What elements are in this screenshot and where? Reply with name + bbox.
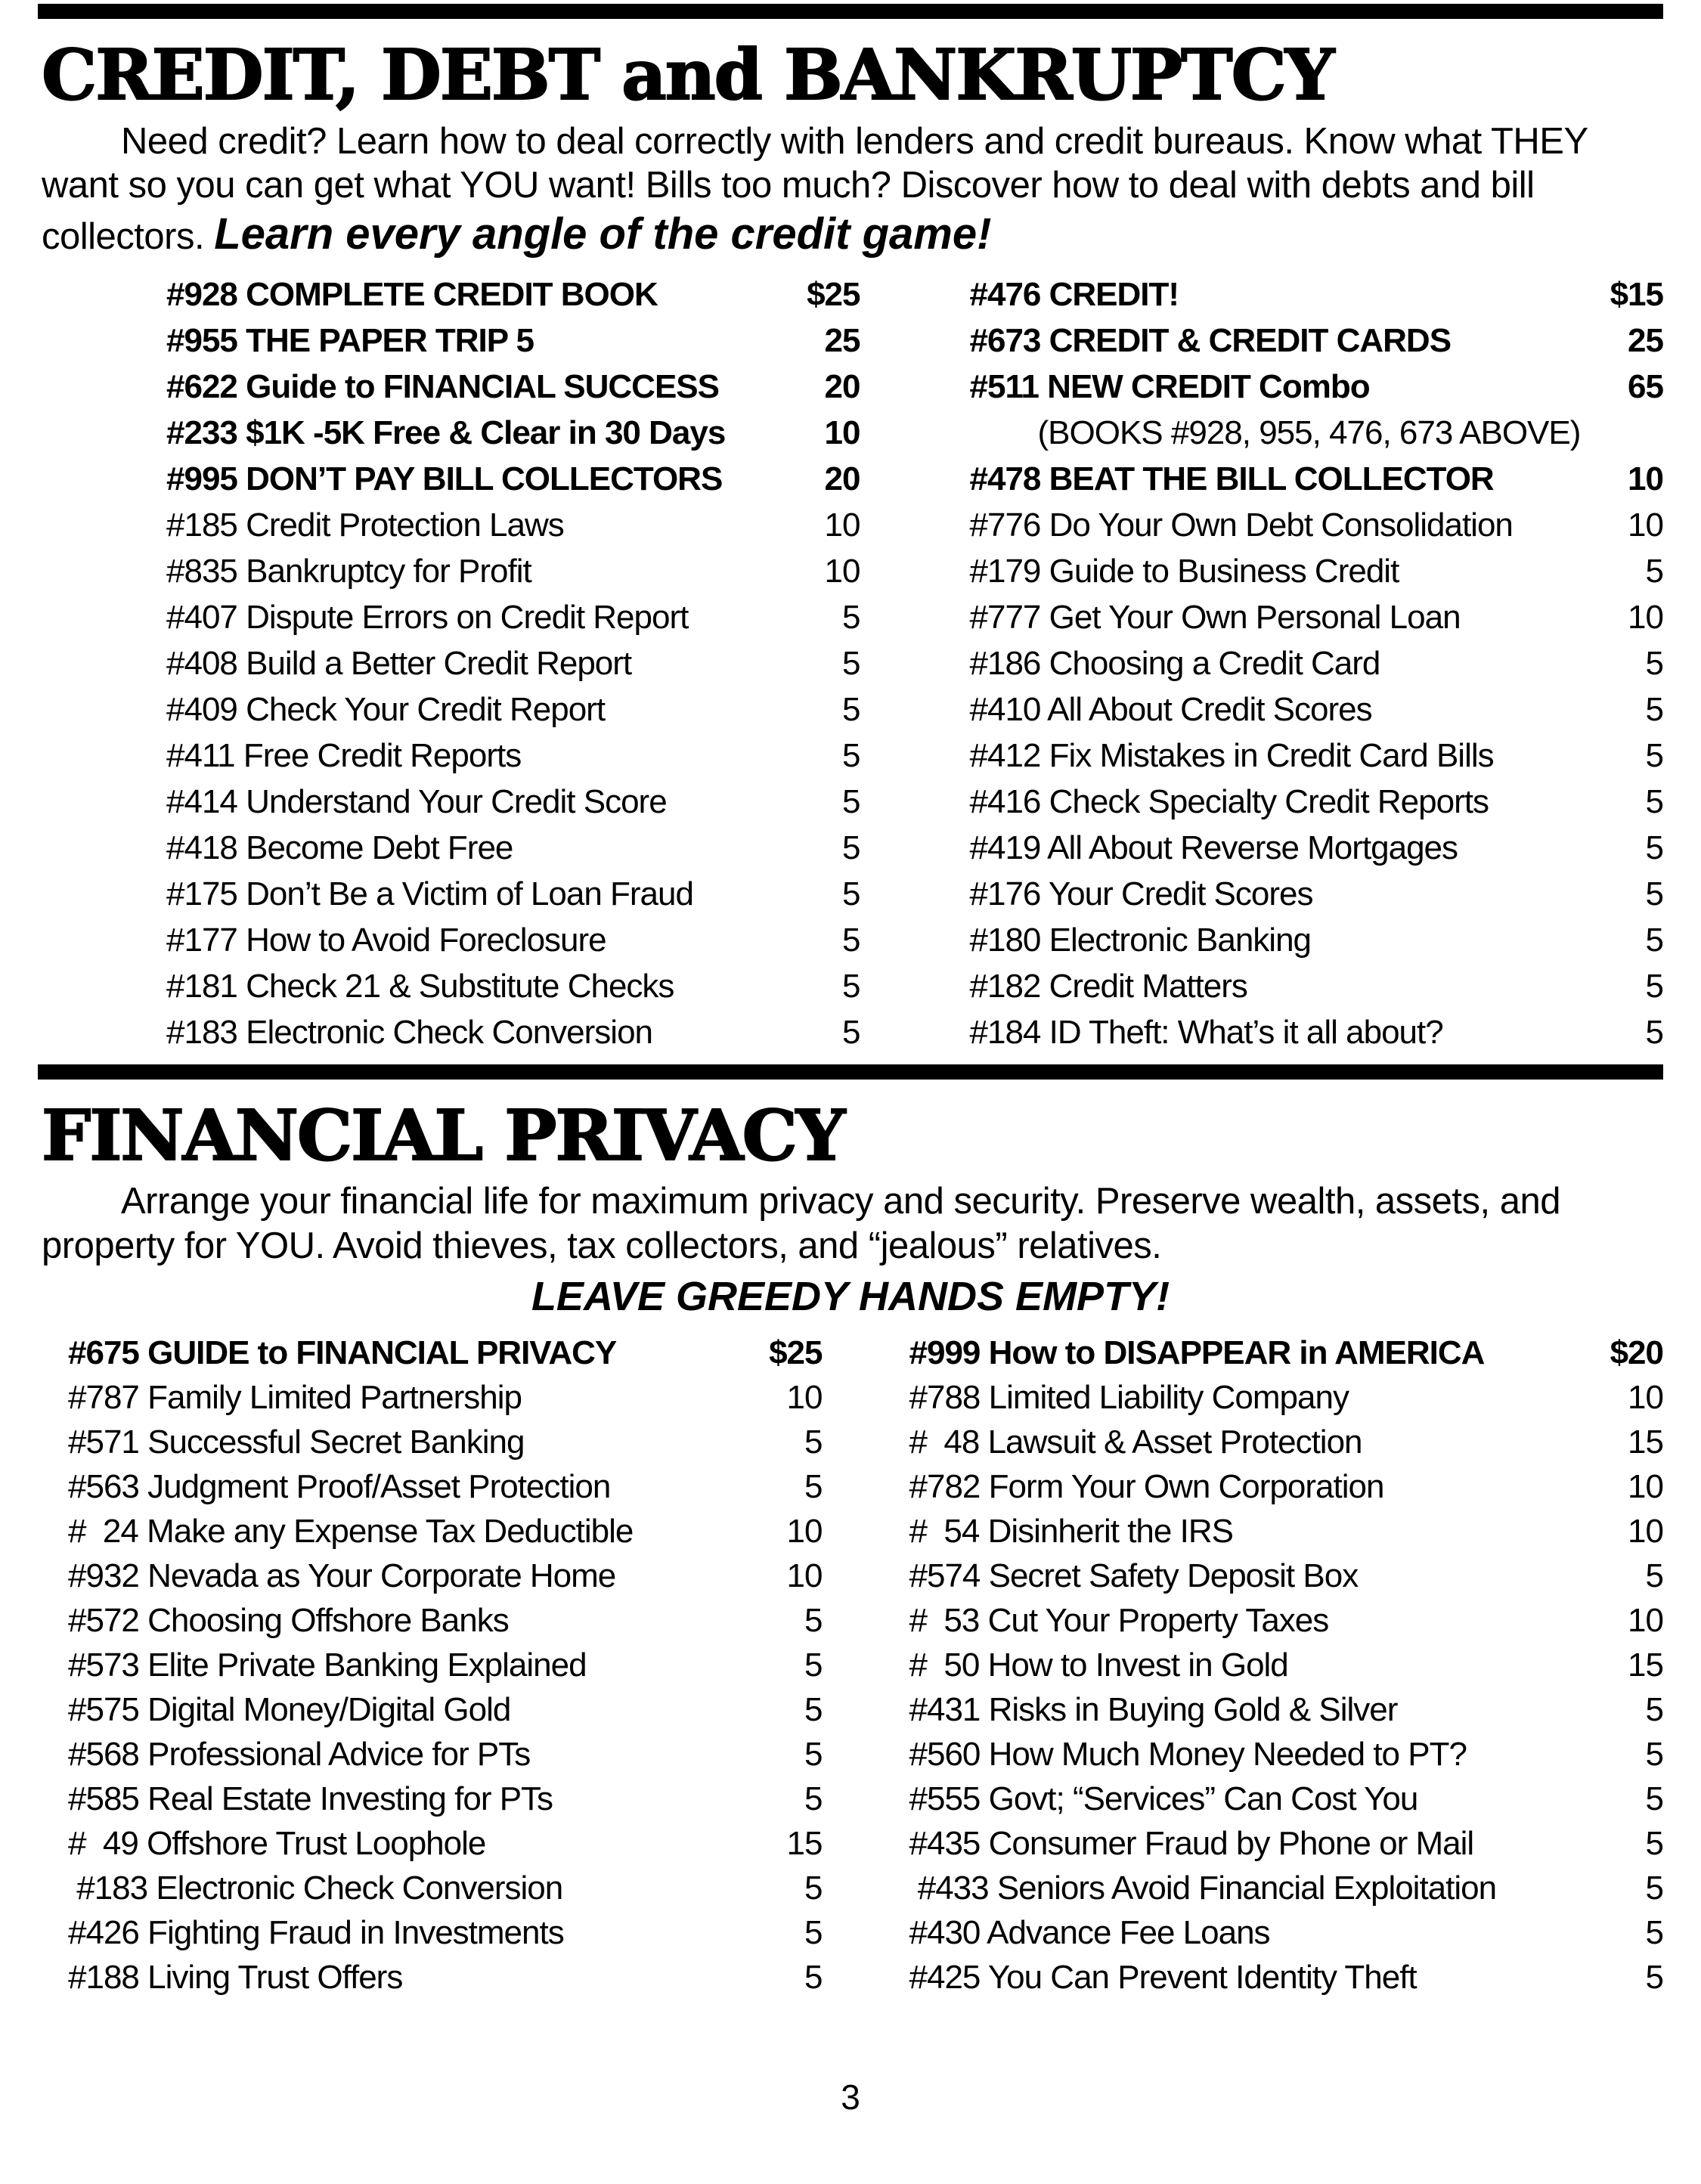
list-item [970, 871, 1664, 917]
item-title: #476 CREDIT! [969, 275, 1179, 313]
item-title: #176 Your Credit Scores [969, 875, 1313, 912]
item-price: 5 [804, 1646, 823, 1684]
privacy-list-right-column [834, 1331, 1664, 2000]
list-item [970, 318, 1664, 364]
list-item [909, 1331, 1664, 1375]
item-price: 5 [804, 1780, 823, 1817]
item-price: 10 [1628, 506, 1663, 544]
list-item [970, 594, 1664, 640]
list-item [909, 1955, 1664, 2000]
item-title: #183 Electronic Check Conversion [68, 1869, 563, 1907]
item-price: 5 [804, 1735, 823, 1773]
item-price: 10 [824, 506, 860, 544]
list-item [909, 1910, 1664, 1955]
item-price: 10 [1628, 1601, 1663, 1639]
item-price: 5 [1645, 921, 1663, 959]
list-item [909, 1375, 1664, 1420]
list-item [909, 1687, 1664, 1732]
item-price: 5 [842, 829, 860, 866]
item-title: #179 Guide to Business Credit [969, 552, 1399, 590]
list-item [68, 1420, 823, 1464]
item-price: $15 [1610, 275, 1663, 313]
list-item [970, 779, 1664, 825]
list-item [166, 364, 860, 410]
list-item [68, 1554, 823, 1598]
list-item [970, 1009, 1664, 1055]
list-item [909, 1464, 1664, 1509]
list-item [909, 1643, 1664, 1687]
item-price: 5 [804, 1913, 823, 1951]
list-item [166, 963, 860, 1009]
item-price: 25 [1628, 321, 1663, 359]
item-title: #511 NEW CREDIT Combo [969, 367, 1370, 405]
list-item [68, 1910, 823, 1955]
list-item [68, 1955, 823, 2000]
item-title: #782 Form Your Own Corporation [909, 1467, 1384, 1505]
list-item [970, 733, 1664, 779]
privacy-section-intro [42, 1179, 1656, 1269]
list-item [68, 1821, 823, 1866]
list-item [166, 825, 860, 871]
credit-book-list [38, 271, 1663, 1055]
section-divider-bar [38, 1064, 1663, 1080]
list-item [166, 779, 860, 825]
item-title: #585 Real Estate Investing for PTs [68, 1780, 553, 1817]
item-price: 5 [842, 921, 860, 959]
item-title: #995 DON’T PAY BILL COLLECTORS [166, 460, 723, 497]
privacy-book-list [38, 1331, 1663, 2000]
item-title: #411 Free Credit Reports [166, 736, 522, 774]
page-number: 3 [841, 2077, 860, 2117]
item-price: 65 [1628, 367, 1663, 405]
item-title: #932 Nevada as Your Corporate Home [68, 1557, 616, 1594]
item-price: 10 [824, 414, 860, 451]
item-price: 5 [1645, 1869, 1663, 1907]
item-price: 5 [1645, 644, 1663, 682]
item-price: 10 [786, 1378, 823, 1416]
item-price: 5 [842, 875, 860, 912]
list-item [68, 1687, 823, 1732]
list-item [970, 456, 1664, 502]
item-title: #416 Check Specialty Credit Reports [969, 782, 1489, 820]
list-item [909, 1821, 1664, 1866]
item-title: #572 Choosing Offshore Banks [68, 1601, 509, 1639]
item-price: 5 [804, 1467, 823, 1505]
item-title: #186 Choosing a Credit Card [969, 644, 1380, 682]
item-title: #409 Check Your Credit Report [166, 690, 606, 728]
privacy-section-title: FINANCIAL PRIVACY [42, 1094, 844, 1176]
item-title: #777 Get Your Own Personal Loan [969, 598, 1461, 636]
item-price: 5 [842, 967, 860, 1005]
list-item [909, 1420, 1664, 1464]
item-price: 10 [786, 1557, 823, 1594]
item-title: #431 Risks in Buying Gold & Silver [909, 1690, 1398, 1728]
item-price: 10 [1628, 1512, 1663, 1550]
item-price: 5 [1645, 967, 1663, 1005]
item-title: #414 Understand Your Credit Score [166, 782, 667, 820]
list-item [166, 733, 860, 779]
item-title: #571 Successful Secret Banking [68, 1423, 525, 1461]
list-item [166, 917, 860, 963]
list-item [166, 318, 860, 364]
item-price: 25 [824, 321, 860, 359]
section-privacy [0, 1094, 1701, 2000]
item-price: 5 [1645, 1913, 1663, 1951]
item-price: 5 [842, 598, 860, 636]
item-title: #560 How Much Money Needed to PT? [909, 1735, 1467, 1773]
list-item [68, 1509, 823, 1554]
section-credit [0, 34, 1701, 1055]
item-price: 5 [1645, 1690, 1663, 1728]
item-price: 5 [842, 1013, 860, 1051]
item-title: #412 Fix Mistakes in Credit Card Bills [969, 736, 1494, 774]
item-title: #183 Electronic Check Conversion [166, 1013, 653, 1051]
item-title: #568 Professional Advice for PTs [68, 1735, 531, 1773]
item-title: # 53 Cut Your Property Taxes [909, 1601, 1329, 1639]
item-title: #408 Build a Better Credit Report [166, 644, 632, 682]
item-price: 5 [842, 782, 860, 820]
item-price: 5 [1645, 1557, 1663, 1594]
item-title: #999 How to DISAPPEAR in AMERICA [909, 1334, 1485, 1371]
item-title: #563 Judgment Proof/Asset Protection [68, 1467, 611, 1505]
item-price: 5 [1645, 1735, 1663, 1773]
item-title: #575 Digital Money/Digital Gold [68, 1690, 511, 1728]
item-title: # 49 Offshore Trust Loophole [68, 1824, 486, 1862]
list-item [909, 1554, 1664, 1598]
list-item [166, 640, 860, 686]
item-title: #835 Bankruptcy for Profit [166, 552, 531, 590]
item-price: 5 [1645, 1780, 1663, 1817]
list-item [909, 1866, 1664, 1910]
item-price: 5 [804, 1690, 823, 1728]
list-item [166, 502, 860, 548]
item-title: # 54 Disinherit the IRS [909, 1512, 1233, 1550]
item-title: #928 COMPLETE CREDIT BOOK [166, 275, 658, 313]
item-title: #574 Secret Safety Deposit Box [909, 1557, 1359, 1594]
item-price: 5 [1645, 829, 1663, 866]
item-title: #776 Do Your Own Debt Consolidation [969, 506, 1513, 544]
top-divider-bar [38, 4, 1663, 19]
list-item [909, 1598, 1664, 1643]
list-item [909, 1732, 1664, 1777]
list-item [970, 825, 1664, 871]
item-title: # 24 Make any Expense Tax Deductible [68, 1512, 634, 1550]
list-item [68, 1732, 823, 1777]
item-title: #181 Check 21 & Substitute Checks [166, 967, 674, 1005]
list-item [166, 1009, 860, 1055]
item-price: 10 [1628, 598, 1663, 636]
privacy-list-left-column [38, 1331, 834, 2000]
list-item [970, 686, 1664, 733]
list-item [970, 271, 1664, 318]
item-title: #788 Limited Liability Company [909, 1378, 1349, 1416]
item-price: 5 [1645, 1958, 1663, 1996]
item-title: #430 Advance Fee Loans [909, 1913, 1270, 1951]
list-item [166, 594, 860, 640]
item-price: 5 [1645, 552, 1663, 590]
item-price: 5 [1645, 690, 1663, 728]
item-title: #177 How to Avoid Foreclosure [166, 921, 606, 959]
list-item [166, 871, 860, 917]
item-price: 5 [1645, 875, 1663, 912]
credit-intro-emphasis: Learn every angle of the credit game! [214, 209, 992, 259]
item-price: 5 [804, 1958, 823, 1996]
item-price: 5 [1645, 736, 1663, 774]
list-item [970, 364, 1664, 410]
item-price: 15 [1628, 1646, 1663, 1684]
list-item [166, 686, 860, 733]
item-title: #622 Guide to FINANCIAL SUCCESS [166, 367, 719, 405]
item-title: #673 CREDIT & CREDIT CARDS [969, 321, 1452, 359]
item-title: #787 Family Limited Partnership [68, 1378, 522, 1416]
list-item [166, 271, 860, 318]
item-price: 5 [1645, 1013, 1663, 1051]
item-title: #184 ID Theft: What’s it all about? [969, 1013, 1443, 1051]
item-price: 10 [824, 552, 860, 590]
privacy-intro-text: Arrange your financial life for maximum privacy and security. Preserve wealth, assets, and property for YOU. Avoid thieves, tax collectors, and “jealous” relatives. [42, 1181, 1561, 1267]
item-price: 10 [1628, 1378, 1663, 1416]
list-item [68, 1777, 823, 1821]
item-price: 5 [804, 1601, 823, 1639]
item-title: #555 Govt; “Services” Can Cost You [909, 1780, 1418, 1817]
list-item [970, 548, 1664, 594]
list-item [68, 1331, 823, 1375]
list-item [68, 1464, 823, 1509]
item-price: 5 [842, 644, 860, 682]
item-title: #407 Dispute Errors on Credit Report [166, 598, 689, 636]
item-title: #418 Become Debt Free [166, 829, 513, 866]
list-item [166, 410, 860, 456]
item-price: 10 [1628, 460, 1663, 497]
item-title: # 50 How to Invest in Gold [909, 1646, 1288, 1684]
item-price: $25 [769, 1334, 823, 1371]
item-price: 15 [1628, 1423, 1663, 1461]
item-price: 5 [1645, 782, 1663, 820]
item-title: #182 Credit Matters [969, 967, 1247, 1005]
list-item [970, 502, 1664, 548]
item-title: #573 Elite Private Banking Explained [68, 1646, 587, 1684]
item-title: # 48 Lawsuit & Asset Protection [909, 1423, 1362, 1461]
list-item [68, 1866, 823, 1910]
item-price: $25 [807, 275, 860, 313]
item-title: #955 THE PAPER TRIP 5 [166, 321, 534, 359]
item-price: 10 [786, 1512, 823, 1550]
item-title: #478 BEAT THE BILL COLLECTOR [969, 460, 1494, 497]
list-item [970, 917, 1664, 963]
item-price: 5 [842, 690, 860, 728]
credit-intro-text: Need credit? Learn how to deal correctly with lenders and credit bureaus. Know what THEY want so you can get what YOU want! Bills too much? Discover how to deal with debts and bill collectors. [42, 120, 1588, 258]
item-title: #188 Living Trust Offers [68, 1958, 403, 1996]
list-item [68, 1598, 823, 1643]
item-price: 10 [1628, 1467, 1663, 1505]
privacy-tagline: LEAVE GREEDY HANDS EMPTY! [531, 1273, 1170, 1319]
list-item [909, 1509, 1664, 1554]
item-price: 5 [1645, 1824, 1663, 1862]
item-title: #410 All About Credit Scores [969, 690, 1372, 728]
item-price: 15 [786, 1824, 823, 1862]
list-item [166, 548, 860, 594]
item-title: #433 Seniors Avoid Financial Exploitation [909, 1869, 1497, 1907]
item-title: #175 Don’t Be a Victim of Loan Fraud [166, 875, 693, 912]
item-price: 5 [842, 736, 860, 774]
list-item [970, 640, 1664, 686]
item-title: (BOOKS #928, 955, 476, 673 ABOVE) [1037, 414, 1581, 451]
list-item [909, 1777, 1664, 1821]
credit-list-right-column [872, 271, 1664, 1055]
list-item [970, 963, 1664, 1009]
item-title: #233 $1K -5K Free & Clear in 30 Days [166, 414, 726, 451]
credit-section-title: CREDIT, DEBT and BANKRUPTCY [42, 34, 1334, 116]
item-title: #426 Fighting Fraud in Investments [68, 1913, 564, 1951]
credit-section-intro [42, 119, 1656, 261]
item-price: $20 [1610, 1334, 1663, 1371]
item-title: #435 Consumer Fraud by Phone or Mail [909, 1824, 1474, 1862]
item-title: #675 GUIDE to FINANCIAL PRIVACY [68, 1334, 617, 1371]
item-price: 5 [804, 1869, 823, 1907]
list-note [970, 410, 1664, 456]
item-title: #425 You Can Prevent Identity Theft [909, 1958, 1417, 1996]
list-item [68, 1643, 823, 1687]
item-title: #180 Electronic Banking [969, 921, 1312, 959]
item-price: 20 [824, 460, 860, 497]
list-item [166, 456, 860, 502]
item-price: 20 [824, 367, 860, 405]
item-title: #419 All About Reverse Mortgages [969, 829, 1458, 866]
item-price: 5 [804, 1423, 823, 1461]
credit-list-left-column [38, 271, 872, 1055]
list-item [68, 1375, 823, 1420]
item-title: #185 Credit Protection Laws [166, 506, 564, 544]
